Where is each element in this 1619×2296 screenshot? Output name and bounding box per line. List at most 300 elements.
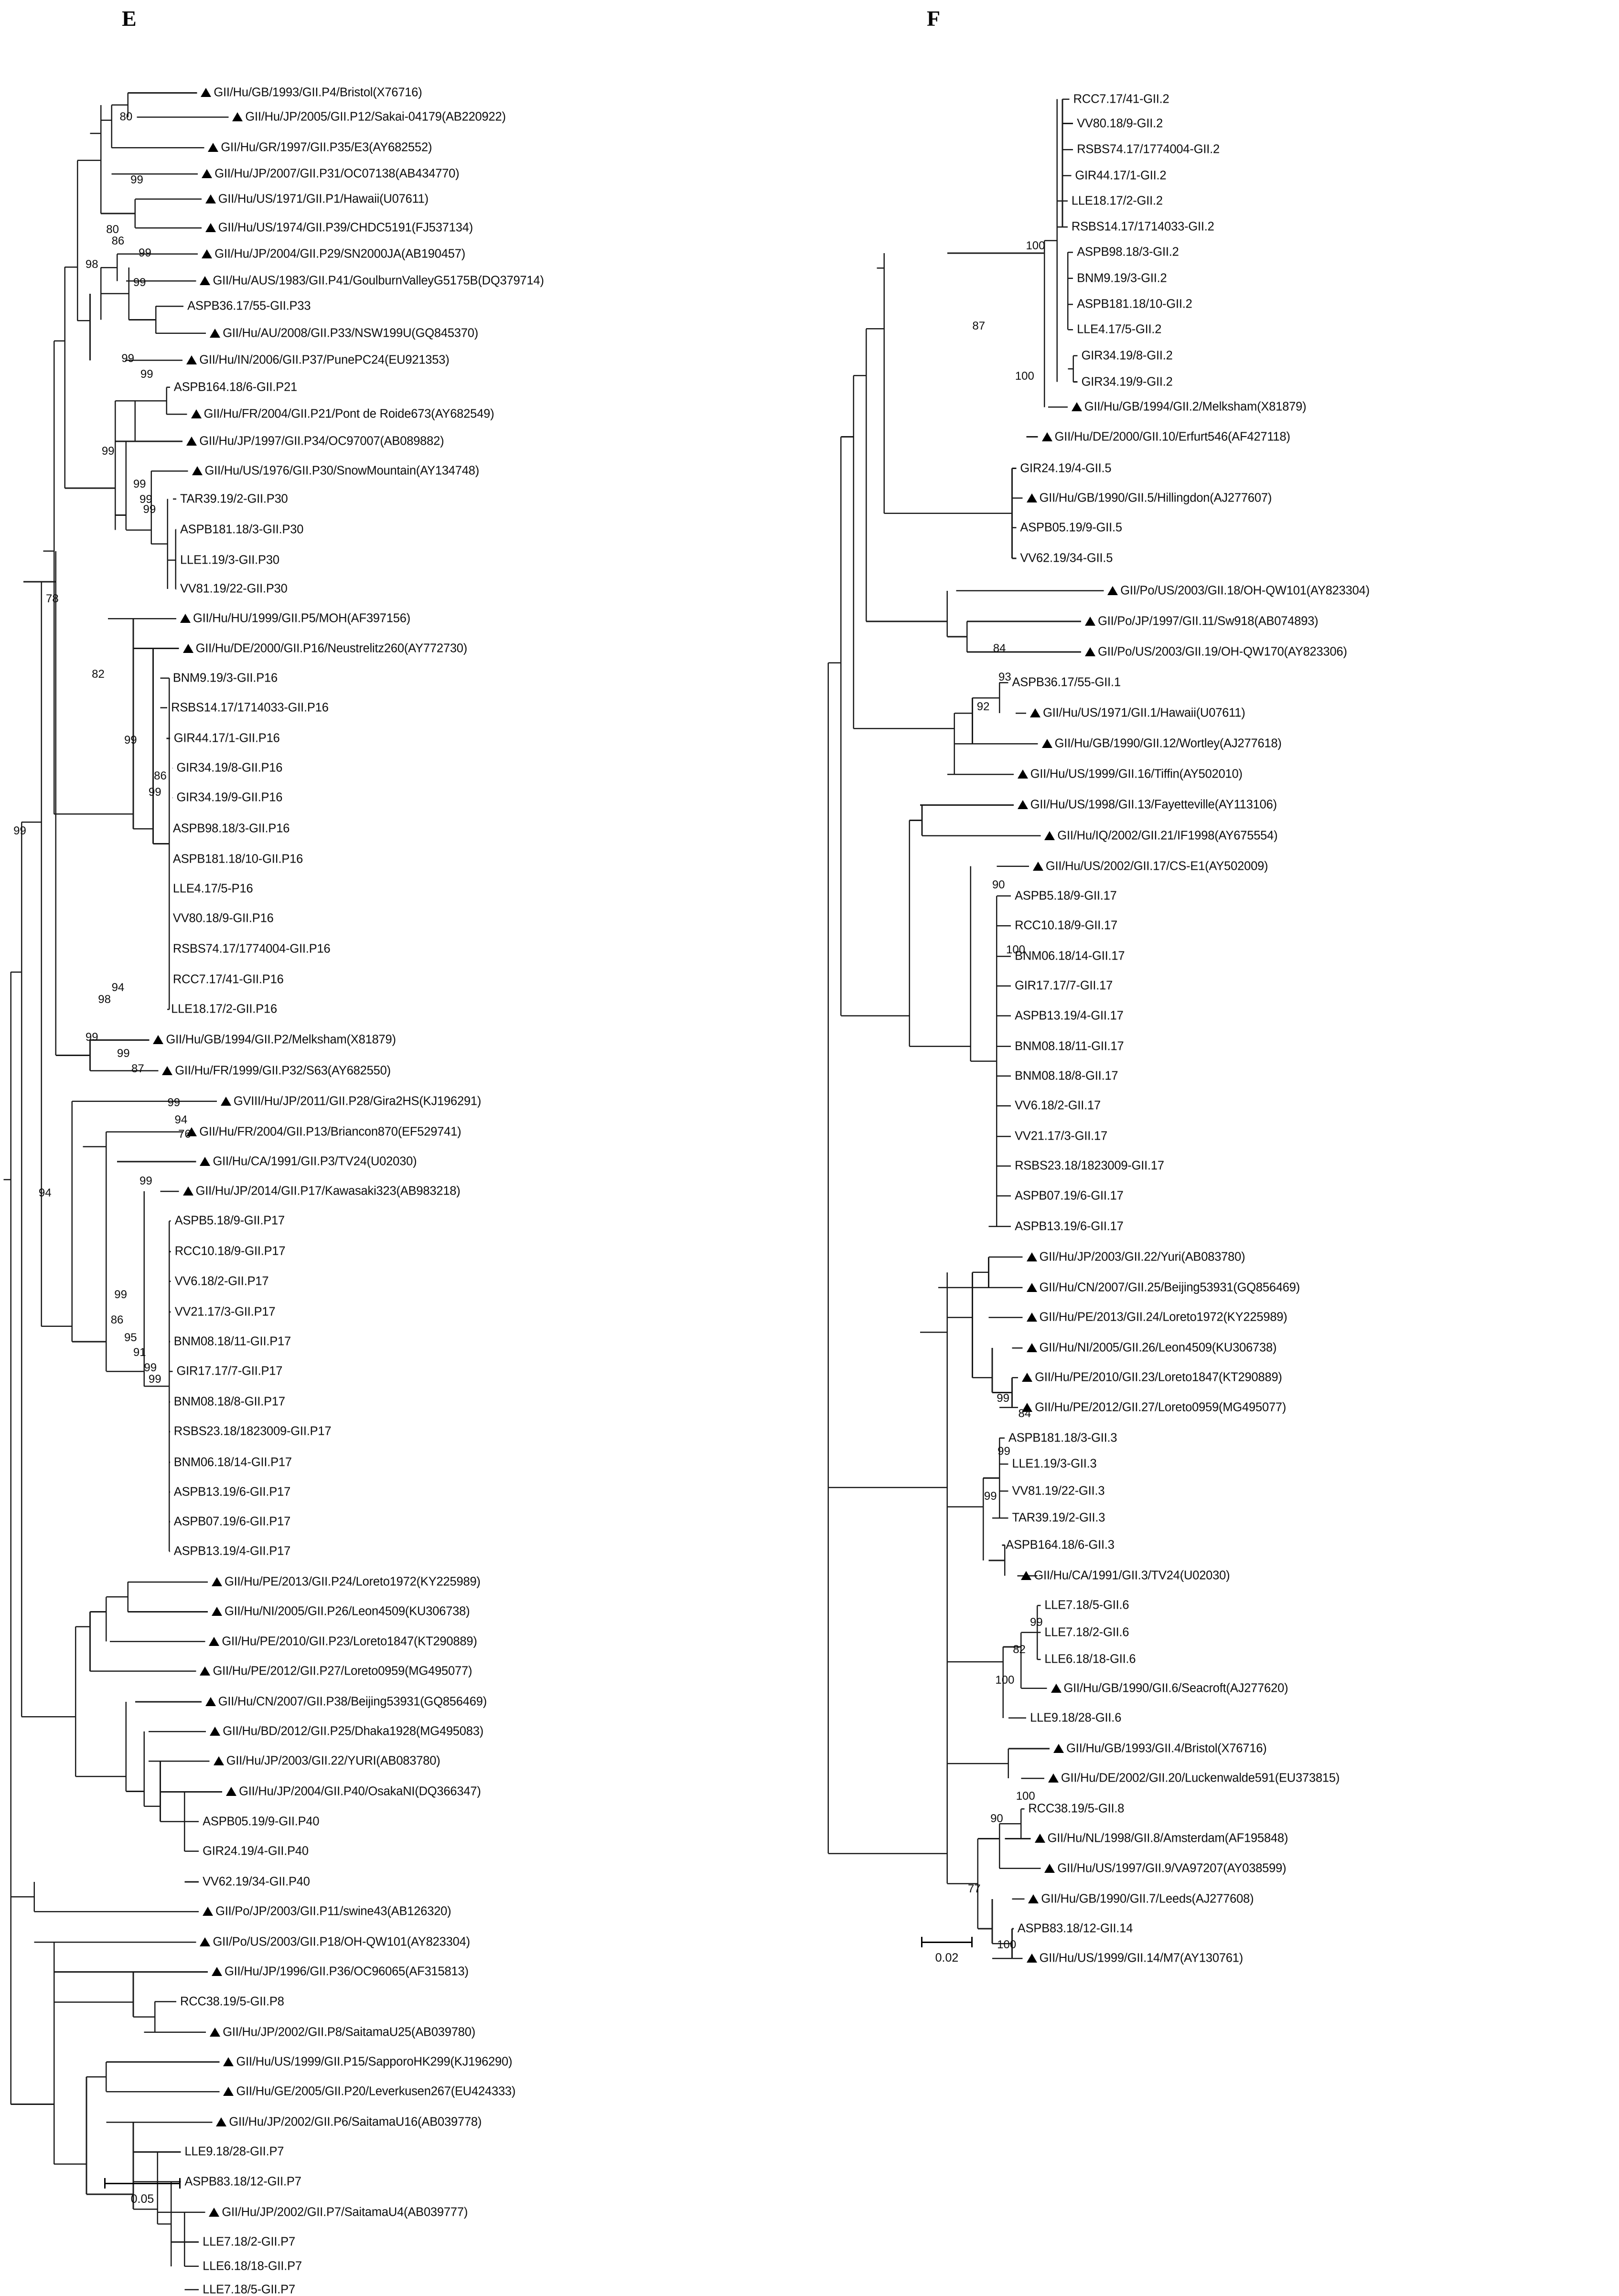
taxon-label-text: ASPB98.18/3-GII.2 (1077, 245, 1179, 259)
taxon-label-text: VV62.19/34-GII.P40 (203, 1875, 310, 1889)
taxon-label-text: BNM08.18/11-GII.P17 (173, 1335, 291, 1348)
taxon-label (210, 327, 478, 340)
taxon-label-text: LLE6.18/18-GII.P7 (203, 2259, 302, 2273)
reference-strain-triangle-icon (216, 2117, 226, 2126)
bootstrap-value: 92 (976, 700, 990, 714)
bootstrap-value: 78 (45, 592, 59, 605)
taxon-label-text: GII/Hu/GB/1990/GII.7/Leeds(AJ277608) (1041, 1892, 1254, 1906)
scale-bar-line-f (921, 1937, 973, 1947)
taxon-label (174, 1486, 290, 1498)
taxon-label (173, 943, 331, 955)
taxon-label (1030, 707, 1245, 719)
reference-strain-triangle-icon (209, 1637, 219, 1646)
taxon-label (214, 1755, 440, 1767)
taxon-label (1044, 830, 1277, 842)
taxon-label-text: VV80.18/9-GII.P16 (172, 911, 274, 925)
taxon-label-text: LLE6.18/18-GII.6 (1044, 1652, 1136, 1666)
taxon-label (1015, 1040, 1124, 1053)
taxon-label (180, 1996, 284, 2008)
bootstrap-value: 86 (110, 1313, 124, 1326)
taxon-label (1012, 676, 1120, 689)
taxon-label-text: RSBS74.17/1774004-GII.2 (1077, 142, 1220, 156)
taxon-label-text: GIR24.19/4-GII.5 (1020, 461, 1112, 475)
reference-strain-triangle-icon (226, 1787, 236, 1796)
taxon-label (1082, 376, 1173, 388)
reference-strain-triangle-icon (200, 1157, 210, 1166)
taxon-label-text: GII/Hu/US/1971/GII.1/Hawaii(U07611) (1043, 706, 1245, 720)
taxon-label-text: VV81.19/22-GII.P30 (180, 582, 288, 596)
taxon-label-text: GIR34.19/8-GII.P16 (176, 761, 283, 775)
taxon-label (205, 193, 429, 205)
taxon-label (1018, 1922, 1133, 1935)
bootstrap-value: 80 (119, 110, 133, 124)
taxon-label (1015, 1100, 1101, 1112)
taxon-label (171, 1003, 277, 1015)
taxon-label-text: RSBS23.18/1823009-GII.17 (1015, 1159, 1164, 1173)
taxon-label-text: LLE4.17/5-P16 (172, 882, 253, 896)
taxon-label-text: GII/Hu/JP/2002/GII.P8/SaitamaU25(AB039780) (223, 2025, 476, 2039)
taxon-label (174, 1335, 291, 1348)
taxon-label (202, 248, 465, 260)
taxon-label (1072, 221, 1214, 233)
taxon-label (175, 1245, 286, 1258)
taxon-label-text: GIR17.17/7-GII.17 (1015, 979, 1113, 993)
taxon-label-text: GII/Hu/GB/1990/GII.12/Wortley(AJ277618) (1054, 737, 1282, 750)
taxon-label-text: RSBS74.17/1774004-GII.P16 (172, 942, 331, 956)
taxon-label (1006, 1539, 1114, 1551)
taxon-label (1012, 1458, 1096, 1470)
taxon-label-text: GII/Hu/JP/2002/GII.P6/SaitamaU16(AB039778) (229, 2115, 482, 2129)
taxon-label-text: GII/Hu/HU/1999/GII.P5/MOH(AF397156) (193, 611, 411, 625)
taxon-label-text: GII/Po/US/2003/GII.18/OH-QW101(AY823304) (1120, 584, 1370, 598)
taxon-label-text: GII/Po/JP/1997/GII.11/Sw918(AB074893) (1098, 614, 1319, 628)
taxon-label-text: RCC38.19/5-GII.8 (1028, 1802, 1125, 1815)
taxon-label (173, 973, 284, 986)
taxon-label (173, 822, 289, 834)
reference-strain-triangle-icon (1085, 617, 1095, 626)
taxon-label-text: LLE7.18/2-GII.6 (1044, 1625, 1129, 1639)
reference-strain-triangle-icon (1053, 1744, 1064, 1753)
reference-strain-triangle-icon (1027, 1343, 1037, 1352)
taxon-label-text: ASPB164.18/6-GII.3 (1006, 1538, 1115, 1552)
taxon-label-text: GII/Hu/PE/2010/GII.P23/Loreto1847(KT290889) (222, 1634, 477, 1648)
taxon-label (210, 2026, 475, 2039)
taxon-label-text: RCC10.18/9-GII.P17 (174, 1244, 286, 1258)
taxon-label (175, 1275, 269, 1288)
taxon-label (174, 1396, 285, 1408)
taxon-label (232, 111, 505, 123)
taxon-label (1077, 323, 1161, 336)
taxon-label-text: GII/Hu/US/1999/GII.14/M7(AY130761) (1039, 1951, 1244, 1965)
taxon-label-text: GII/Hu/US/1997/GII.9/VA97207(AY038599) (1057, 1861, 1287, 1875)
reference-strain-triangle-icon (214, 1756, 224, 1765)
taxon-label (1020, 552, 1113, 565)
taxon-label-text: GII/Hu/GB/1994/GII.P2/Melksham(X81879) (166, 1033, 396, 1047)
taxon-label-text: LLE18.17/2-GII.2 (1071, 194, 1163, 208)
taxon-label-text: GII/Po/US/2003/GII.19/OH-QW170(AY823306) (1098, 645, 1347, 659)
taxon-label (1012, 1512, 1105, 1524)
scale-bar-panel-e (104, 2178, 181, 2206)
taxon-label-text: ASPB98.18/3-GII.P16 (172, 822, 290, 835)
bootstrap-value: 100 (1006, 943, 1026, 956)
reference-strain-triangle-icon (223, 2087, 234, 2096)
taxon-label (1015, 1130, 1107, 1143)
bootstrap-value: 87 (131, 1062, 144, 1075)
bootstrap-value: 77 (967, 1882, 981, 1896)
tree-branches-panel-f (812, 0, 1619, 2255)
taxon-label (1008, 1432, 1117, 1444)
taxon-label (1027, 1311, 1287, 1324)
reference-strain-triangle-icon (1033, 862, 1043, 871)
bootstrap-value: 99 (139, 1175, 152, 1188)
taxon-label-text: ASPB181.18/3-GII.P30 (180, 523, 304, 536)
taxon-label-text: ASPB13.19/6-GII.17 (1015, 1219, 1124, 1233)
taxon-label (1107, 585, 1370, 597)
taxon-label (176, 762, 282, 774)
taxon-label (1027, 492, 1272, 504)
bootstrap-value: 86 (154, 769, 167, 783)
taxon-label (180, 554, 279, 566)
taxon-label-text: GII/Hu/AU/2008/GII.P33/NSW199U(GQ845370) (223, 326, 479, 340)
taxon-label-text: GII/Hu/US/1971/GII.P1/Hawaii(U07611) (218, 192, 429, 206)
reference-strain-triangle-icon (1048, 1773, 1059, 1783)
taxon-label (1077, 298, 1192, 310)
taxon-label (1035, 1832, 1288, 1845)
bootstrap-value: 99 (984, 1490, 997, 1503)
taxon-label (202, 168, 459, 180)
bootstrap-value: 99 (121, 352, 135, 365)
taxon-label (1018, 799, 1277, 811)
taxon-label (176, 791, 282, 804)
taxon-label (200, 275, 544, 287)
taxon-label-text: ASPB181.18/3-GII.3 (1008, 1431, 1117, 1445)
taxon-label (1015, 1070, 1118, 1082)
reference-strain-triangle-icon (1018, 800, 1028, 809)
taxon-label-text: GII/Hu/JP/2005/GII.P12/Sakai-04179(AB220922) (245, 110, 506, 124)
taxon-label-text: LLE1.19/3-GII.3 (1012, 1457, 1097, 1471)
bootstrap-value: 100 (1015, 370, 1034, 383)
taxon-label-text: ASPB5.18/9-GII.17 (1015, 889, 1117, 903)
taxon-label (174, 732, 280, 745)
taxon-label-text: ASPB181.18/10-GII.P16 (172, 852, 303, 866)
taxon-label-text: GIR34.19/9-GII.P16 (176, 790, 283, 804)
taxon-label-text: ASPB13.19/4-GII.17 (1015, 1009, 1124, 1023)
taxon-label (223, 2085, 515, 2098)
bootstrap-value: 99 (139, 493, 152, 506)
bootstrap-value: 100 (1016, 1789, 1035, 1803)
taxon-label (1044, 1653, 1136, 1666)
reference-strain-triangle-icon (1018, 769, 1028, 779)
taxon-label-text: GII/Hu/JP/2007/GII.P31/OC07138(AB434770) (214, 167, 460, 181)
taxon-label-text: ASPB05.19/9-GII.5 (1020, 521, 1122, 534)
taxon-label (1042, 737, 1282, 750)
reference-strain-triangle-icon (212, 1577, 222, 1586)
taxon-label (1044, 1599, 1129, 1612)
reference-strain-triangle-icon (180, 614, 191, 623)
reference-strain-triangle-icon (203, 1907, 213, 1916)
taxon-label (1073, 93, 1169, 106)
taxon-label (1048, 1772, 1340, 1784)
taxon-label (187, 300, 311, 312)
taxon-label (205, 222, 473, 234)
taxon-label-text: GII/Hu/JP/2014/GII.P17/Kawasaki323(AB983218) (195, 1184, 461, 1198)
taxon-label (173, 853, 303, 865)
taxon-label-text: ASPB07.19/6-GII.17 (1015, 1189, 1124, 1203)
reference-strain-triangle-icon (205, 223, 216, 232)
taxon-label-text: RSBS14.17/1714033-GII.P16 (171, 701, 329, 715)
taxon-label (1027, 1342, 1277, 1354)
taxon-label-text: GII/Hu/PE/2012/GII.27/Loreto0959(MG495077) (1035, 1400, 1287, 1414)
scale-bar-label-e: 0.05 (130, 2192, 154, 2206)
bootstrap-value: 99 (143, 503, 156, 516)
bootstrap-value: 94 (174, 1113, 188, 1127)
taxon-label-text: GII/Hu/PE/2010/GII.23/Loreto1847(KT290889) (1035, 1370, 1282, 1384)
bootstrap-value: 80 (106, 223, 119, 236)
taxon-label (192, 465, 480, 477)
bootstrap-value: 86 (111, 235, 125, 248)
reference-strain-triangle-icon (186, 437, 197, 446)
taxon-label (1072, 401, 1307, 413)
taxon-label-text: BNM06.18/14-GII.17 (1015, 949, 1125, 963)
taxon-label (1015, 919, 1117, 932)
bootstrap-value: 99 (167, 1096, 181, 1110)
reference-strain-triangle-icon (1027, 1252, 1037, 1261)
scale-bar-panel-f (921, 1937, 973, 1965)
bootstrap-value: 82 (92, 668, 105, 681)
taxon-label-text: LLE1.19/3-GII.P30 (180, 553, 279, 567)
taxon-label (1033, 860, 1268, 873)
bootstrap-value: 84 (1018, 1407, 1031, 1420)
bootstrap-value: 98 (98, 993, 111, 1006)
taxon-label-text: LLE18.17/2-GII.P16 (171, 1002, 277, 1016)
reference-strain-triangle-icon (1022, 1373, 1032, 1382)
taxon-label-text: GII/Hu/US/2002/GII.17/CS-E1(AY502009) (1045, 859, 1268, 873)
taxon-label-text: GII/Po/US/2003/GII.P18/OH-QW101(AY823304) (213, 1935, 470, 1949)
taxon-label (1027, 1952, 1243, 1965)
taxon-label (1015, 890, 1116, 902)
taxon-label-text: GII/Hu/PE/2013/GII.24/Loreto1972(KY225989) (1039, 1310, 1287, 1324)
taxon-label-text: LLE7.18/5-GII.P7 (203, 2283, 295, 2296)
taxon-label-text: GIR34.19/9-GII.2 (1081, 375, 1173, 389)
reference-strain-triangle-icon (1042, 432, 1052, 441)
reference-strain-triangle-icon (210, 329, 220, 338)
taxon-label-text: RCC38.19/5-GII.P8 (180, 1995, 284, 2008)
bootstrap-value: 99 (13, 824, 26, 838)
bootstrap-value: 100 (997, 1938, 1017, 1951)
bootstrap-value: 99 (140, 368, 153, 381)
bootstrap-value: 99 (124, 733, 137, 747)
taxon-label (162, 1065, 391, 1077)
taxon-label-text: GII/Hu/JP/2002/GII.P7/SaitamaU4(AB039777) (222, 2205, 468, 2219)
taxon-label-text: GII/Hu/NI/2005/GII.26/Leon4509(KU306738) (1039, 1341, 1277, 1355)
taxon-label (1082, 350, 1173, 362)
taxon-label (174, 1456, 292, 1469)
taxon-label-text: GII/Hu/US/1999/GII.16/Tiffin(AY502010) (1030, 767, 1243, 781)
reference-strain-triangle-icon (200, 276, 210, 285)
taxon-label (1015, 1010, 1123, 1022)
taxon-label-text: GIR17.17/7-GII.P17 (176, 1364, 283, 1378)
taxon-label-text: GII/Hu/US/1999/GII.P15/SapporoHK299(KJ196290) (236, 2055, 513, 2069)
taxon-label-text: LLE9.18/28-GII.6 (1030, 1711, 1122, 1725)
taxon-label-text: LLE7.18/2-GII.P7 (203, 2235, 295, 2249)
taxon-label (153, 1034, 396, 1046)
taxon-label-text: ASPB181.18/10-GII.2 (1077, 297, 1192, 311)
taxon-label-text: GII/Hu/DE/2000/GII.P16/Neustrelitz260(AY772730) (195, 641, 468, 655)
taxon-label (203, 2236, 295, 2248)
taxon-label (1015, 950, 1125, 962)
taxon-label-text: GIR44.17/1-GII.P16 (173, 731, 280, 745)
bootstrap-value: 99 (133, 478, 146, 491)
taxon-label-text: GII/Hu/JP/1997/GII.P34/OC97007(AB089882) (199, 434, 444, 448)
reference-strain-triangle-icon (191, 409, 202, 418)
reference-strain-triangle-icon (1042, 739, 1052, 748)
taxon-label-text: GII/Po/JP/2003/GII.P11/swine43(AB126320) (215, 1904, 451, 1918)
bootstrap-value: 99 (85, 1030, 98, 1044)
taxon-label (1018, 768, 1243, 780)
reference-strain-triangle-icon (1044, 831, 1055, 840)
taxon-label (210, 1725, 483, 1738)
taxon-label (176, 1365, 282, 1378)
taxon-label (200, 1665, 472, 1677)
taxon-label (203, 1905, 451, 1918)
taxon-label-text: ASPB13.19/6-GII.P17 (173, 1485, 291, 1499)
taxon-label (1085, 615, 1318, 628)
reference-strain-triangle-icon (212, 1607, 222, 1616)
reference-strain-triangle-icon (192, 466, 203, 475)
taxon-label (1077, 143, 1220, 156)
taxon-label (184, 2176, 301, 2188)
taxon-label-text: TAR39.19/2-GII.P30 (180, 492, 288, 506)
reference-strain-triangle-icon (1051, 1684, 1061, 1693)
taxon-label (1044, 1862, 1286, 1875)
taxon-label (174, 1425, 332, 1438)
taxon-label-text: RCC7.17/41-GII.2 (1073, 92, 1169, 106)
taxon-label (186, 1126, 461, 1138)
taxon-label-text: GII/Hu/FR/2004/GII.P13/Briancon870(EF529741) (199, 1125, 461, 1139)
reference-strain-triangle-icon (1021, 1571, 1031, 1580)
reference-strain-triangle-icon (162, 1066, 172, 1075)
taxon-label (180, 583, 288, 595)
bootstrap-value: 100 (1026, 239, 1045, 252)
taxon-label (1051, 1682, 1288, 1695)
taxon-label (1028, 1893, 1254, 1905)
taxon-label-text: GII/Hu/BD/2012/GII.P25/Dhaka1928(MG495083) (223, 1724, 484, 1738)
taxon-label (186, 435, 444, 448)
taxon-label (203, 1876, 310, 1888)
taxon-label-text: VV81.19/22-GII.3 (1012, 1484, 1105, 1498)
taxon-label-text: GII/Hu/US/1974/GII.P39/CHDC5191(FJ537134) (218, 221, 473, 235)
bootstrap-value: 99 (997, 1444, 1010, 1458)
taxon-label (1027, 1281, 1300, 1294)
taxon-label-text: GII/Hu/CN/2007/GII.P38/Beijing53931(GQ856469) (218, 1695, 487, 1709)
taxon-label (212, 1965, 469, 1978)
taxon-label-text: GIR24.19/4-GII.P40 (203, 1844, 309, 1858)
taxon-label (173, 883, 253, 895)
taxon-label-text: GII/Hu/GR/1997/GII.P35/E3(AY682552) (221, 140, 432, 154)
taxon-label (209, 1635, 477, 1648)
reference-strain-triangle-icon (200, 1937, 210, 1946)
bootstrap-value: 99 (1030, 1616, 1043, 1629)
taxon-label-text: GII/Hu/GB/1993/GII.4/Bristol(X76716) (1066, 1741, 1267, 1755)
bootstrap-value: 99 (117, 1047, 130, 1060)
taxon-label-text: GVIII/Hu/JP/2011/GII.P28/Gira2HS(KJ196291) (233, 1094, 482, 1108)
taxon-label-text: GII/Hu/JP/2003/GII.22/YURI(AB083780) (226, 1754, 440, 1768)
reference-strain-triangle-icon (1035, 1834, 1045, 1843)
reference-strain-triangle-icon (1027, 1313, 1037, 1322)
reference-strain-triangle-icon (153, 1035, 163, 1044)
taxon-label (1053, 1742, 1266, 1755)
reference-strain-triangle-icon (1027, 1283, 1037, 1292)
taxon-label-text: GII/Hu/GE/2005/GII.P20/Leverkusen267(EU424333) (236, 2084, 516, 2098)
taxon-label-text: GII/Hu/NL/1998/GII.8/Amsterdam(AF195848) (1047, 1831, 1288, 1845)
taxon-label (1012, 1485, 1104, 1497)
taxon-label-text: ASPB36.17/55-GII.P33 (187, 299, 311, 313)
taxon-label-text: ASPB164.18/6-GII.P21 (173, 380, 298, 394)
taxon-label-text: VV6.18/2-GII.17 (1015, 1099, 1101, 1112)
taxon-label (208, 141, 432, 154)
taxon-label-text: BNM9.19/3-GII.2 (1077, 271, 1167, 285)
bootstrap-value: 99 (148, 1373, 161, 1386)
taxon-label-text: BNM06.18/14-GII.P17 (173, 1455, 292, 1469)
taxon-label (1030, 1712, 1121, 1724)
taxon-label (1020, 522, 1122, 534)
reference-strain-triangle-icon (1107, 586, 1118, 595)
taxon-label (1042, 431, 1290, 443)
taxon-label-text: GII/Hu/JP/2004/GII.P29/SN2000JA(AB190457) (214, 247, 466, 261)
taxon-label (1022, 1371, 1282, 1384)
taxon-label (209, 2206, 468, 2219)
taxon-label-text: ASPB5.18/9-GII.P17 (174, 1214, 285, 1228)
taxon-label-text: ASPB13.19/4-GII.P17 (173, 1544, 291, 1558)
taxon-label-text: GII/Hu/IQ/2002/GII.21/IF1998(AY675554) (1057, 829, 1278, 843)
taxon-label (1077, 117, 1163, 130)
taxon-label (1044, 1626, 1129, 1639)
taxon-label-text: GII/Hu/GB/1994/GII.2/Melksham(X81879) (1084, 400, 1307, 414)
taxon-label-text: GII/Hu/CA/1991/GII.P3/TV24(U02030) (213, 1154, 417, 1168)
taxon-label (174, 1516, 290, 1528)
taxon-label-text: ASPB07.19/6-GII.P17 (173, 1515, 291, 1528)
taxon-label (173, 912, 274, 925)
taxon-label-text: VV80.18/9-GII.2 (1077, 117, 1163, 130)
reference-strain-triangle-icon (205, 1697, 216, 1706)
taxon-label-text: GII/Hu/AUS/1983/GII.P41/GoulburnValleyG5175B(DQ379714) (213, 274, 544, 288)
reference-strain-triangle-icon (208, 143, 218, 152)
taxon-label-text: GIR44.17/1-GII.2 (1075, 169, 1167, 182)
reference-strain-triangle-icon (209, 2208, 219, 2217)
taxon-label-text: ASPB83.18/12-GII.P7 (184, 2175, 301, 2189)
taxon-label (200, 1936, 470, 1948)
taxon-label (205, 1696, 487, 1708)
taxon-label-text: LLE7.18/5-GII.6 (1044, 1598, 1129, 1612)
taxon-label (203, 1845, 309, 1858)
bootstrap-value: 94 (38, 1186, 52, 1199)
taxon-label-text: GIR34.19/8-GII.2 (1081, 349, 1173, 363)
taxon-label-text: GII/Hu/FR/2004/GII.P21/Pont de Roide673(AY682549) (204, 407, 494, 421)
taxon-label-text: GII/Hu/JP/2003/GII.22/Yuri(AB083780) (1039, 1250, 1245, 1264)
taxon-label (1015, 1220, 1123, 1233)
taxon-label-text: GII/Hu/US/1998/GII.13/Fayetteville(AY113106) (1030, 798, 1277, 812)
taxon-label-text: GII/Hu/JP/1996/GII.P36/OC96065(AF315813) (224, 1965, 469, 1978)
taxon-label-text: GII/Hu/PE/2013/GII.P24/Loreto1972(KY225989) (224, 1575, 481, 1589)
taxon-label (216, 2116, 482, 2128)
taxon-label-text: GII/Hu/PE/2012/GII.P27/Loreto0959(MG495077) (213, 1664, 472, 1678)
taxon-label-text: GII/Hu/NI/2005/GII.P26/Leon4509(KU306738) (224, 1604, 470, 1618)
taxon-label (174, 381, 297, 394)
panel-label-e: E (122, 6, 137, 31)
taxon-label-text: GII/Hu/GB/1990/GII.5/Hillingdon(AJ277607) (1039, 491, 1272, 505)
bootstrap-value: 99 (130, 173, 143, 187)
bootstrap-value: 98 (85, 258, 98, 271)
